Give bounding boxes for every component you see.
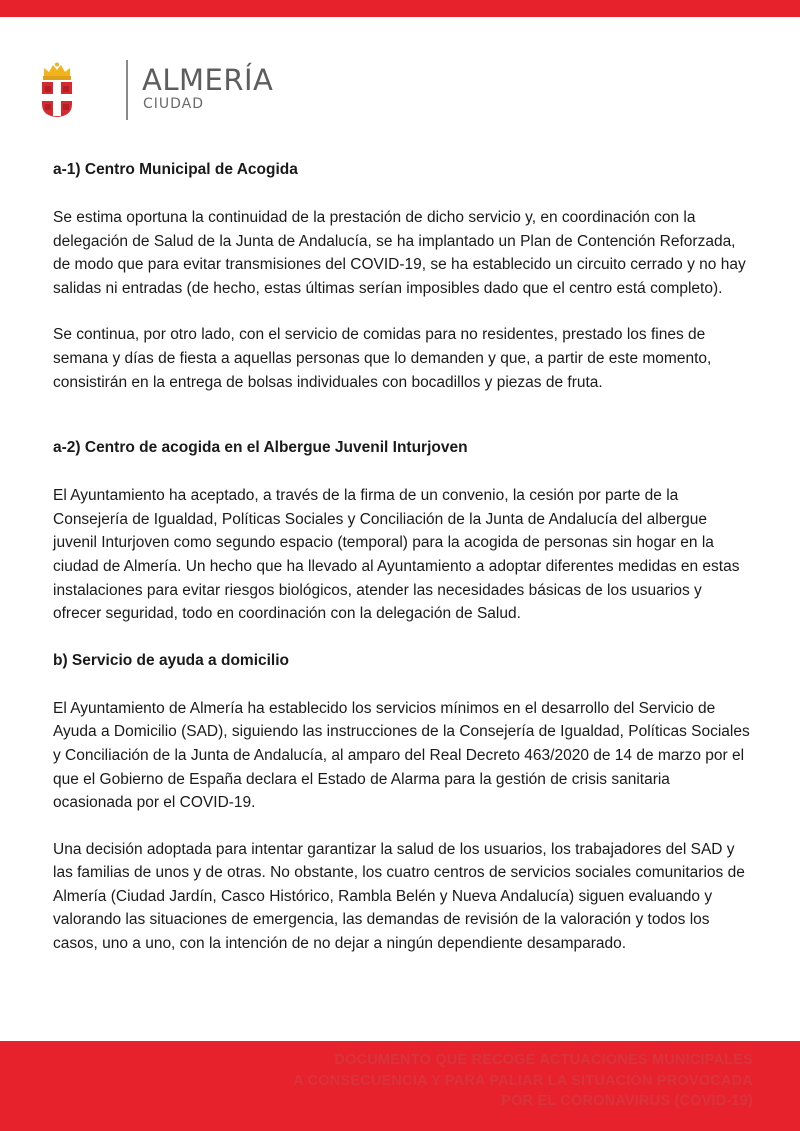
document-body bbox=[53, 158, 753, 956]
section-title-b: b) Servicio de ayuda a domicilio bbox=[53, 651, 290, 669]
city-crest-icon bbox=[40, 62, 74, 118]
footer-line-2: A CONSECUENCIA Y PARA PALIAR LA SITUACIÓN PROVOCADA bbox=[293, 1072, 753, 1089]
paragraph-b-2: Una decisión adoptada para intentar garantizar la salud de los usuarios, los trabajadores del SAD y las familias de unos y de otras. No obstante, los cuatro centros de servicios sociales comunitarios de Almería (Ciudad Jardín, Casco Histórico, Rambla Belén y Nueva Andalucía) siguen evaluando y valorando las situaciones de emergencia, las demandas de revisión de la valoración y todos los casos, uno a uno, con la intención de no dejar a ningún dependiente desamparado. bbox=[53, 840, 745, 953]
section-title-a1: a-1) Centro Municipal de Acogida bbox=[53, 161, 298, 178]
paragraph-a1-1: Se estima oportuna la continuidad de la prestación de dicho servicio y, en coordinación con la delegación de Salud de la Junta de Andalucía, se ha implantado un Plan de Contención Reforzada, de modo que para evitar transmisiones del COVID-19, se ha establecido un circuito cerrado y no hay salidas ni entradas (de hecho, estas últimas serían imposibles dado que el centro está completo). bbox=[53, 209, 746, 297]
top-red-bar bbox=[0, 0, 800, 17]
bottom-red-banner bbox=[0, 1041, 800, 1131]
paragraph-a2-1: El Ayuntamiento ha aceptado, a través de la firma de un convenio, la cesión por parte de la Consejería de Igualdad, Políticas Sociales y Conciliación de la Junta de Andalucía del albergue juvenil Inturjoven como segundo espacio (temporal) para la acogida de personas sin hogar en la ciudad de Almería. Un hecho que ha llevado al Ayuntamiento a adoptar diferentes medidas en estas instalaciones para evitar riesgos biológicos, atender las necesidades básicas de los usuarios y ofrecer seguridad, todo en coordinación con la delegación de Salud. bbox=[53, 487, 740, 623]
logo-city-name: ALMERÍA bbox=[142, 63, 274, 97]
footer-caption bbox=[293, 1050, 753, 1112]
footer-line-3: POR EL CORONAVIRUS (COVID-19) bbox=[501, 1093, 753, 1109]
section-title-a2: a-2) Centro de acogida en el Albergue Juvenil Inturjoven bbox=[53, 439, 468, 457]
almeria-logo bbox=[40, 60, 300, 120]
logo-divider bbox=[126, 60, 128, 120]
paragraph-b-1: El Ayuntamiento de Almería ha establecido los servicios mínimos en el desarrollo del Servicio de Ayuda a Domicilio (SAD), siguiendo las instrucciones de la Consejería de Igualdad, Políticas Sociales y Conciliación de la Junta de Andalucía, al amparo del Real Decreto 463/2020 de 14 de marzo por el que el Gobierno de España declara el Estado de Alarma para la gestión de crisis sanitaria ocasionada por el COVID-19. bbox=[53, 699, 750, 812]
logo-city-subtitle: CIUDAD bbox=[143, 96, 205, 112]
paragraph-a1-2: Se continua, por otro lado, con el servicio de comidas para no residentes, prestado los fines de semana y días de fiesta a aquellas personas que lo demanden y que, a partir de este momento, consistirán en la entrega de bolsas individuales con bocadillos y piezas de fruta. bbox=[53, 326, 712, 391]
footer-line-1: DOCUMENTO QUE RECOGE ACTUACIONES MUNICIPALES bbox=[334, 1052, 753, 1068]
